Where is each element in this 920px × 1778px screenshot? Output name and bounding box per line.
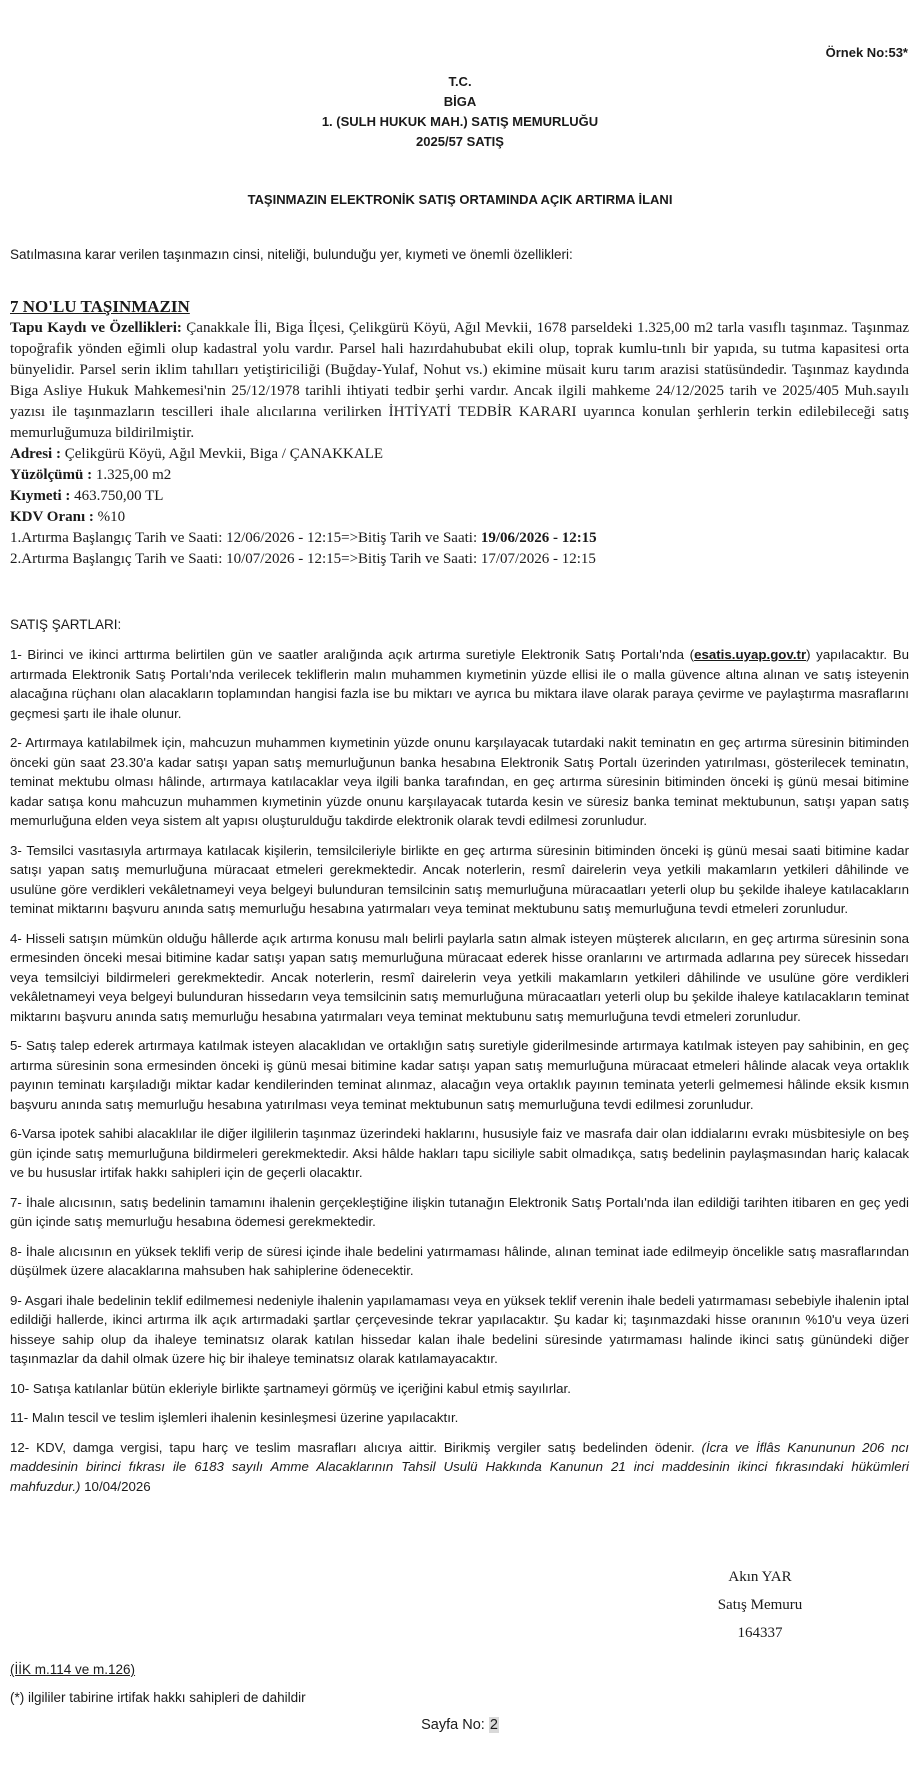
tapu-text: Çanakkale İli, Biga İlçesi, Çelikgürü Köyü, Ağıl Mevkii, 1678 parseldeki 1.325,00 m2 tarla vasıflı taşınmaz. Taşınmaz topoğrafik yönden eğimli olup kadastral yolu vardır. Parsel hali hazırdahububat ekili olup, toprak kumlu-tınlı bir yapıda, su tutma kapasitesi orta bünyelidir. Parsel serin iklim tahılları yetiştiriciliği (Buğday-Yulaf, Nohut vs.) ekimine müsait kuru tarım arazisi statüsündedir. Taşınmaz kaydında Biga Asliye Hukuk Mahkemesi'nin 25/12/1978 tarihli ihtiyati tedbir şerhi vardır. Ancak ilgili mahkeme 24/12/2025 tarih ve 2025/405 Muh.sayılı yazısı ile taşınmazların tescilleri ihale alıcılarına verilirken İHTİYATİ TEDBİR KARARI uyarınca konulan şerhlerin terkin edilebileceği satış memurluğumuza bildirilmiştir. — [10, 320, 909, 441]
intro-text: Satılmasına karar verilen taşınmazın cinsi, niteliği, bulunduğu yer, kıymeti ve önemli özellikleri: — [10, 247, 573, 262]
header-tc: T.C. — [448, 74, 472, 89]
condition-4: 4- Hisseli satışın mümkün olduğu hâllerde açık artırma konusu malı belirli paylarla satın almak isteyen müşterek alıcıların, en geç artırma süresinin sona ermesinden önceki mesai bitimine kadar satışı yapan satış memurluğuna müracaat ederek hisse oranlarını ve artırmada adlarına pey sürecek hissedarı veya temsilciyi bildirmeleri gerekmektedir. Ancak noterlerin, resmî dairelerin veya yetkili makamların yetkileri dâhilinde ve usulüne göre verdikleri vekâletnameyi veya belgeyi bulunduran hissedarın veya temsilcinin satış memurluğuna müracaatları yeterli olup bu şekilde ihaleye katılacakların teminat miktarını başvuru anında satış memurluğu hesabına yatırmaları veya teminat mektubunu satış memurluğuna tevdi etmeleri zorunludur. — [10, 930, 909, 1024]
condition-10: 10- Satışa katılanlar bütün ekleriyle birlikte şartnameyi görmüş ve içeriğini kabul etmiş sayılırlar. — [10, 1380, 571, 1396]
document-date: 10/04/2026 — [84, 1478, 151, 1494]
area-label: Yüzölçümü : — [10, 467, 93, 483]
page-number-value: 2 — [489, 1717, 498, 1733]
page-label: Sayfa No: — [421, 1717, 485, 1733]
signatory-name: Akın YAR — [728, 1569, 792, 1585]
vat-label: KDV Oranı : — [10, 509, 94, 525]
condition-9: 9- Asgari ihale bedelinin teklif edilmemesi nedeniyle ihalenin yapılamaması veya en yüksek teklif verenin ihale bedeli yatırmaması sebebiyle ihalenin iptal edildiği hallerde, ikinci artırma ilk açık artırmadaki şartlar çerçevesinde tekrar yapılacaktır. Şu kadar ki; taşınmazdaki hisse oranının %10'u veya üzeri hisseye sahip olup da ihaleye teminatsız olarak katılan hissedar kalan ihale bedelini süresinde yatırmaması halinde ikinci satış günündeki diğer taşınmazlar da dahil olmak üzere hiç bir ihaleye teminatsız olarak katılamayacaktır. — [10, 1292, 909, 1366]
condition-5: 5- Satış talep ederek artırmaya katılmak isteyen alacaklıdan ve ortaklığın satış suretiyle giderilmesinde artırmaya katılmak isteyen pay sahibinin, en geç artırma süresinin sona ermesinden önceki iş günü mesai bitimine kadar satışı yapan satış memurluğuna müracaat etmeleri hâlinde alacak veya ortaklık payının teminatı karşıladığı miktar kadar kendilerinden teminat alınmaz, alacağın veya ortaklık payının teminata yeterli gelmemesi hâlinde eksik kısmın başvuru anında satış memurluğu hesabına yatırılması veya teminat mektubunun satış memurluğuna tevdi edilmesi zorunludur. — [10, 1038, 909, 1112]
conditions-title: SATIŞ ŞARTLARI: — [10, 617, 122, 632]
address-value: Çelikgürü Köyü, Ağıl Mevkii, Biga / ÇANAKKALE — [64, 446, 384, 462]
value-amount: 463.750,00 TL — [74, 488, 164, 504]
property-title: 7 NO'LU TAŞINMAZIN — [10, 297, 190, 316]
document-title: TAŞINMAZIN ELEKTRONİK SATIŞ ORTAMINDA AÇIK ARTIRMA İLANI — [247, 192, 673, 207]
auction2-line: 2.Artırma Başlangıç Tarih ve Saati: 10/07/2026 - 12:15=>Bitiş Tarih ve Saati: 17/07/2026 - 12:15 — [10, 551, 596, 567]
condition-1 — [10, 645, 909, 723]
condition-12-law-note: (İcra ve İflâs Kanununun 206 ncı maddesinin birinci fıkrası ile 6183 sayılı Amme Alacaklarının Tahsil Usulü Hakkında Kanunun 21 inci maddesinin ikinci fıkrasındaki hükümleri mahfuzdur.) — [10, 1439, 909, 1494]
area-value: 1.325,00 m2 — [95, 467, 172, 483]
condition-12-text: 12- KDV, damga vergisi, tapu harç ve teslim masrafları alıcıya aittir. Birikmiş vergiler satış bedelinden ödenir. — [10, 1439, 695, 1455]
area-line — [10, 465, 909, 486]
condition-1-text: 1- Birinci ve ikinci arttırma belirtilen gün ve saatler aralığında açık artırma suretiyle Elektronik Satış Portalı'nda ( — [10, 647, 695, 662]
address-line — [10, 444, 909, 465]
conditions-list — [10, 645, 909, 1506]
sample-number: Örnek No:53* — [825, 45, 908, 60]
address-label: Adresi : — [10, 446, 61, 462]
header-file-number: 2025/57 SATIŞ — [416, 134, 504, 149]
condition-1-text-cont: ) yapılacaktır. Bu artırmada Elektronik Satış Portalı'nda verilecek tekliflerin malın muhammen kıymetinin yüzde ellisi ile o malla güvence altına alınan ve satış isteyenin alacağına rüçhanı olan alacakların toplamından hangisi fazla ise bu miktarı ve ayrıca bu miktara ilave olarak paraya çevirme ve paylaştırma masraflarını geçmesi şartı ile ihale olunur. — [10, 647, 909, 721]
condition-7: 7- İhale alıcısının, satış bedelinin tamamını ihalenin gerçekleştiğine ilişkin tutanağın Elektronik Satış Portalı'nda ilan edildiği tarihten itibaren en geç yedi gün içinde satış memurluğu hesabına ödemesi gerekmektedir. — [10, 1194, 909, 1229]
condition-2: 2- Artırmaya katılabilmek için, mahcuzun muhammen kıymetinin yüzde onunu karşılayacak tutardaki nakit teminatın en geç artırma süresinin bitiminden önceki gün saat 23.30'a kadar satışı yapan satış memurluğunun banka hesabına Elektronik Satış Portalı üzerinden yatırılması, gösterilecek teminatın, teminat mektubu olması hâlinde, artırmaya katılacaklar veya ilgili banka tarafından, en geç artırma süresinin bitiminden önceki iş günü mesai bitimine kadar satışa konu mahcuzun muhammen kıymetinin yüzde onunu karşılayacak tutarda kesin ve süresiz banka teminat mektubunun, satışı yapan satış memurluğuna elden veya sistem alt yapısı oluşturulduğu takdirde elektronik olarak tevdi edilmesi zorunludur. — [10, 735, 909, 828]
vat-line — [10, 507, 909, 528]
condition-3: 3- Temsilci vasıtasıyla artırmaya katılacak kişilerin, temsilcileriyle birlikte en geç artırma süresinin bitiminden önceki iş günü mesai saati bitimine kadar satışı yapan satış memurluğuna müracaat etmeleri gerekmektedir. Ancak noterlerin, resmî dairelerin veya yetkili makamların yetkileri dâhilinde ve usulüne göre verdikleri vekâletnameyi veya belgeyi bulunduran temsilcinin satış memurluğuna müracaatları yeterli olup bu şekilde ihaleye katılacakların teminat miktarını başvuru anında satış memurluğu hesabına yatırmaları veya teminat mektubunu satış memurluğuna tevdi etmeleri zorunludur. — [10, 842, 909, 916]
iik-reference-text: (İİK m.114 ve m.126) — [10, 1662, 136, 1677]
auction1-line — [10, 528, 909, 549]
condition-12 — [10, 1438, 909, 1497]
condition-8: 8- İhale alıcısının en yüksek teklifi verip de süresi içinde ihale bedelini yatırmaması hâlinde, alınan teminat iade edilmeyip öncelikle satış masraflarından düşülmek üzere alacaklarına mahsuben hak sahiplerine ödenecektir. — [10, 1243, 909, 1278]
value-line — [10, 486, 909, 507]
property-details — [10, 318, 909, 570]
tapu-paragraph — [10, 318, 909, 444]
header-office: 1. (SULH HUKUK MAH.) SATIŞ MEMURLUĞU — [321, 114, 599, 129]
header-city: BİGA — [443, 94, 477, 109]
tapu-label: Tapu Kaydı ve Özellikleri: — [10, 320, 182, 336]
value-label: Kıymeti : — [10, 488, 71, 504]
vat-value: %10 — [97, 509, 126, 525]
iik-reference — [10, 1662, 135, 1677]
footnote-text: (*) ilgililer tabirine irtifak hakkı sahipleri de dahildir — [10, 1690, 306, 1705]
signatory-title: Satış Memuru — [717, 1597, 803, 1613]
page-number — [0, 1717, 920, 1733]
condition-11: 11- Malın tescil ve teslim işlemleri ihalenin kesinleşmesi üzerine yapılacaktır. — [10, 1410, 459, 1425]
auction1-end: 19/06/2026 - 12:15 — [480, 530, 597, 546]
auction1-text: 1.Artırma Başlangıç Tarih ve Saati: 12/06/2026 - 12:15=>Bitiş Tarih ve Saati: — [10, 530, 478, 546]
signatory-number: 164337 — [737, 1625, 783, 1641]
condition-6: 6-Varsa ipotek sahibi alacaklılar ile diğer ilgililerin taşınmaz üzerindeki haklarını, hususiyle faiz ve masrafa dair olan iddialarını evrakı müsbitesiyle on beş gün içinde satış memurluğuna bildirmeleri gerekmektedir. Aksi hâlde hakları tapu siciliyle sabit olmadıkça, satış bedelinin paylaşmasından hariç kalacak ve bu hususlar irtifak hakkı sahipleri için de geçerli olacaktır. — [10, 1126, 909, 1180]
esatis-link[interactable]: esatis.uyap.gov.tr — [694, 647, 807, 662]
